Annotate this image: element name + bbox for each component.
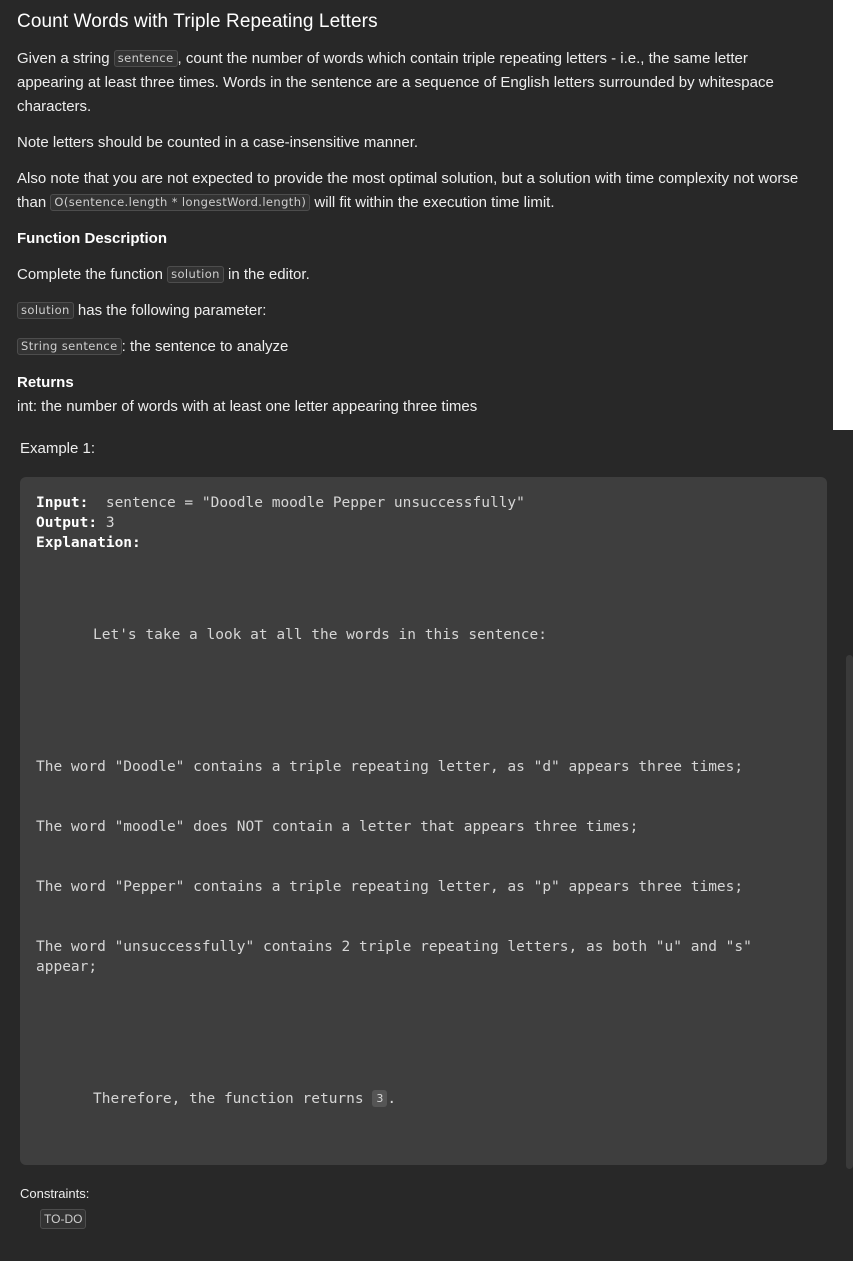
constraints-value: TO-DO	[40, 1209, 86, 1229]
explanation-pepper: The word "Pepper" contains a triple repeating letter, as "p" appears three times;	[36, 879, 744, 895]
code-solution: solution	[167, 266, 224, 283]
code-sentence: sentence	[114, 50, 178, 67]
explanation-label: Explanation:	[36, 535, 141, 551]
code-solution-2: solution	[17, 302, 74, 319]
input-label: Input:	[36, 495, 89, 511]
explanation-unsuccessfully: The word "unsuccessfully" contains 2 triple repeating letters, as both "u" and "s" appear;	[36, 939, 752, 975]
panel-edge	[833, 0, 853, 430]
description-paragraph: Given a string sentence , count the number of words which contain triple repeating letters - i.e., the same letter appearing at least three times. Words in the sentence are a sequence of English letters surrounded by whitespace characters.	[17, 50, 774, 115]
code-result: 3	[372, 1090, 387, 1107]
returns-block	[17, 371, 817, 419]
example-output-line	[36, 513, 115, 533]
parameter-line: String sentence : the sentence to analyze	[17, 335, 817, 359]
returns-heading: Returns	[17, 374, 74, 391]
input-value: sentence = "Doodle moodle Pepper unsuccessfully"	[88, 495, 525, 511]
example-title: Example 1:	[20, 440, 96, 457]
function-description-heading: Function Description	[17, 230, 167, 247]
parameter-intro: solution has the following parameter:	[17, 299, 817, 323]
example-input-line	[36, 493, 525, 513]
case-insensitive-note: Note letters should be counted in a case-insensitive manner.	[17, 134, 419, 151]
explanation-lead: Let's take a look at all the words in this sentence:	[93, 627, 547, 643]
output-value: 3	[97, 515, 115, 531]
code-complexity: O(sentence.length * longestWord.length)	[50, 194, 310, 211]
explanation-moodle: The word "moodle" does NOT contain a letter that appears three times;	[36, 819, 639, 835]
complexity-note: Also note that you are not expected to provide the most optimal solution, but a solution with time complexity not worse than O(sentence.length * longestWord.length) will fit within the execution time limit.	[17, 170, 799, 211]
example-box	[20, 477, 827, 1165]
function-description-line: Complete the function solution in the editor.	[17, 266, 310, 283]
problem-title: Count Words with Triple Repeating Letters	[17, 11, 378, 32]
scrollbar[interactable]	[846, 655, 853, 1169]
constraints-title: Constraints:	[20, 1186, 90, 1201]
returns-text: int: the number of words with at least one letter appearing three times	[17, 398, 478, 415]
explanation-doodle: The word "Doodle" contains a triple repeating letter, as "d" appears three times;	[36, 759, 744, 775]
explanation-conclusion: Therefore, the function returns 3 .	[93, 1091, 397, 1107]
output-label: Output:	[36, 515, 98, 531]
problem-statement	[17, 11, 817, 419]
code-param: String sentence	[17, 338, 122, 355]
